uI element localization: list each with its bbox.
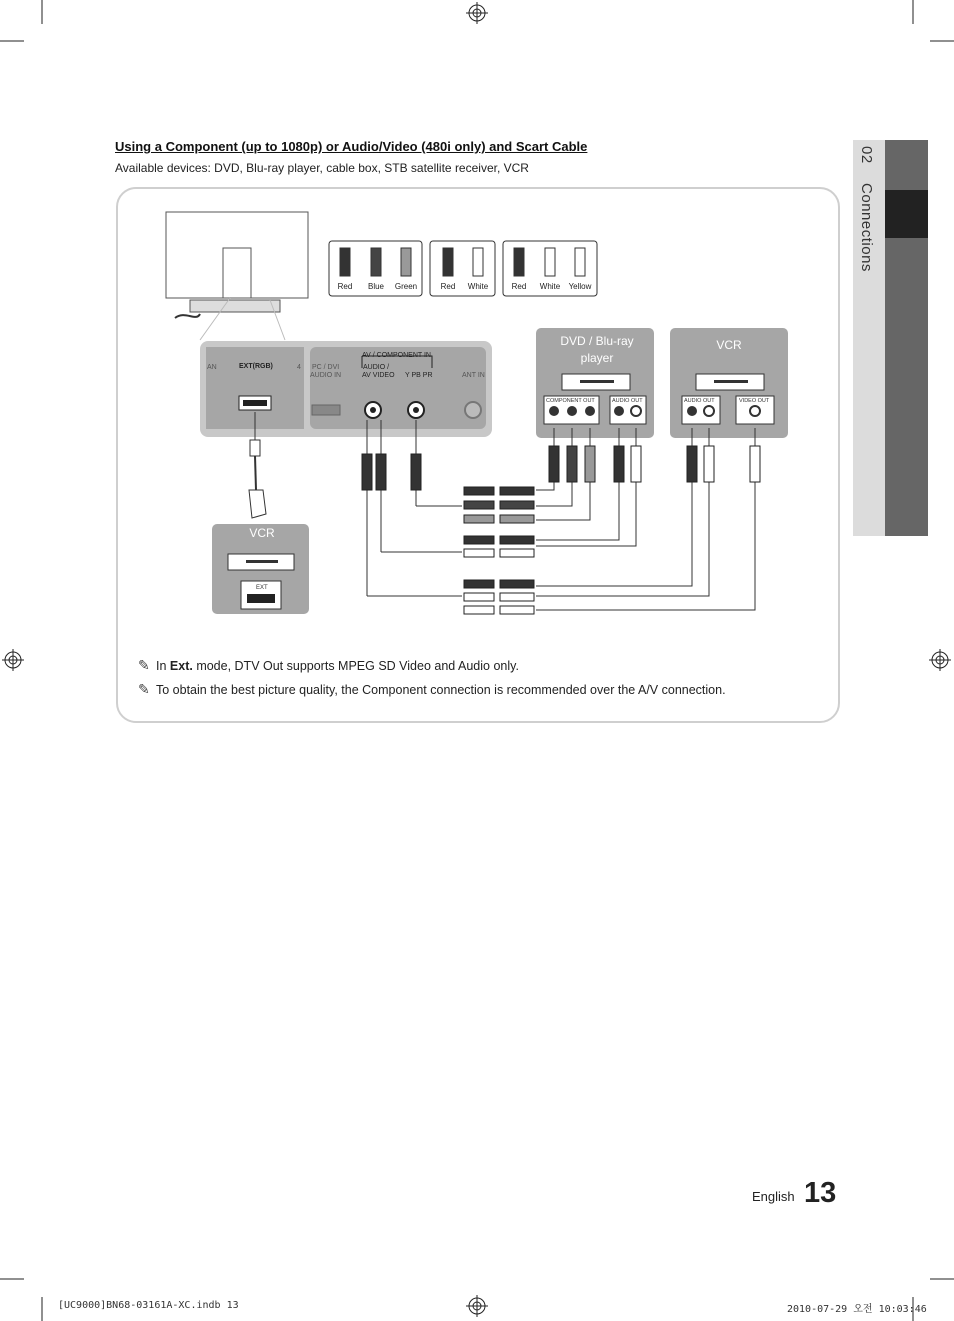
dvd-component-out: COMPONENT OUT <box>546 398 595 404</box>
dvd-title-line2: player <box>580 351 614 365</box>
available-devices: Available devices: DVD, Blu-ray player, cable box, STB satellite receiver, VCR <box>115 161 529 175</box>
footer-language: English <box>752 1189 795 1204</box>
dvd-title-line1: DVD / Blu-ray <box>560 334 634 348</box>
vcr-left-title: VCR <box>249 526 275 540</box>
rca-plugs <box>362 446 760 490</box>
note-text: mode, DTV Out supports MPEG SD Video and Audio only. <box>192 659 519 673</box>
panel-left-fragment: AN <box>207 364 217 371</box>
dvd-audio-out: AUDIO OUT <box>612 398 643 404</box>
chapter-number: 02 <box>858 146 875 164</box>
av-video-label: AV VIDEO <box>362 372 395 379</box>
note-picture-quality <box>138 681 726 698</box>
print-info-file: [UC9000]BN68-03161A-XC.indb 13 <box>58 1300 239 1311</box>
legend-label: White <box>467 282 489 291</box>
audio-label: AUDIO / <box>363 364 390 371</box>
legend-label: Blue <box>367 282 385 291</box>
section-heading: Using a Component (up to 1080p) or Audio/Video (480i only) and Scart Cable <box>115 139 588 154</box>
ypbpr-label: Y PB PR <box>405 372 433 379</box>
note-pencil-icon: ✎ <box>138 657 150 673</box>
vcr-right-video-out: VIDEO OUT <box>739 398 770 404</box>
pc-dvi-label: PC / DVI <box>312 364 340 371</box>
ant-in-label: ANT IN <box>462 372 485 379</box>
legend-label: White <box>539 282 561 291</box>
pc-audio-label: AUDIO IN <box>310 372 342 379</box>
panel-number-fragment: 4 <box>297 364 301 371</box>
vcr-right-title: VCR <box>716 338 742 352</box>
legend-label: Yellow <box>568 282 592 291</box>
page-number: 13 <box>804 1177 837 1209</box>
tv-back-panel <box>200 341 492 437</box>
tv-illustration <box>166 212 308 340</box>
vcr-left-ext-label: EXT <box>256 585 268 591</box>
legend-label: Red <box>440 282 456 291</box>
note-ext-mode <box>138 657 519 674</box>
adapter-plugs <box>464 487 534 614</box>
note-text: To obtain the best picture quality, the Component connection is recommended over the A/V connection. <box>156 683 726 697</box>
note-pencil-icon: ✎ <box>138 681 150 697</box>
legend-label: Green <box>394 282 418 291</box>
legend-label: Red <box>337 282 353 291</box>
note-bold: Ext. <box>169 659 193 673</box>
vcr-right-audio-out: AUDIO OUT <box>684 398 715 404</box>
av-component-header: AV / COMPONENT IN <box>362 352 431 359</box>
legend-label: Red <box>511 282 527 291</box>
chapter-title: Connections <box>858 183 875 272</box>
ext-rgb-label: EXT(RGB) <box>239 363 273 370</box>
note-prefix: In <box>156 659 170 673</box>
print-info-date: 2010-07-29 오전 10:03:46 <box>787 1304 927 1315</box>
